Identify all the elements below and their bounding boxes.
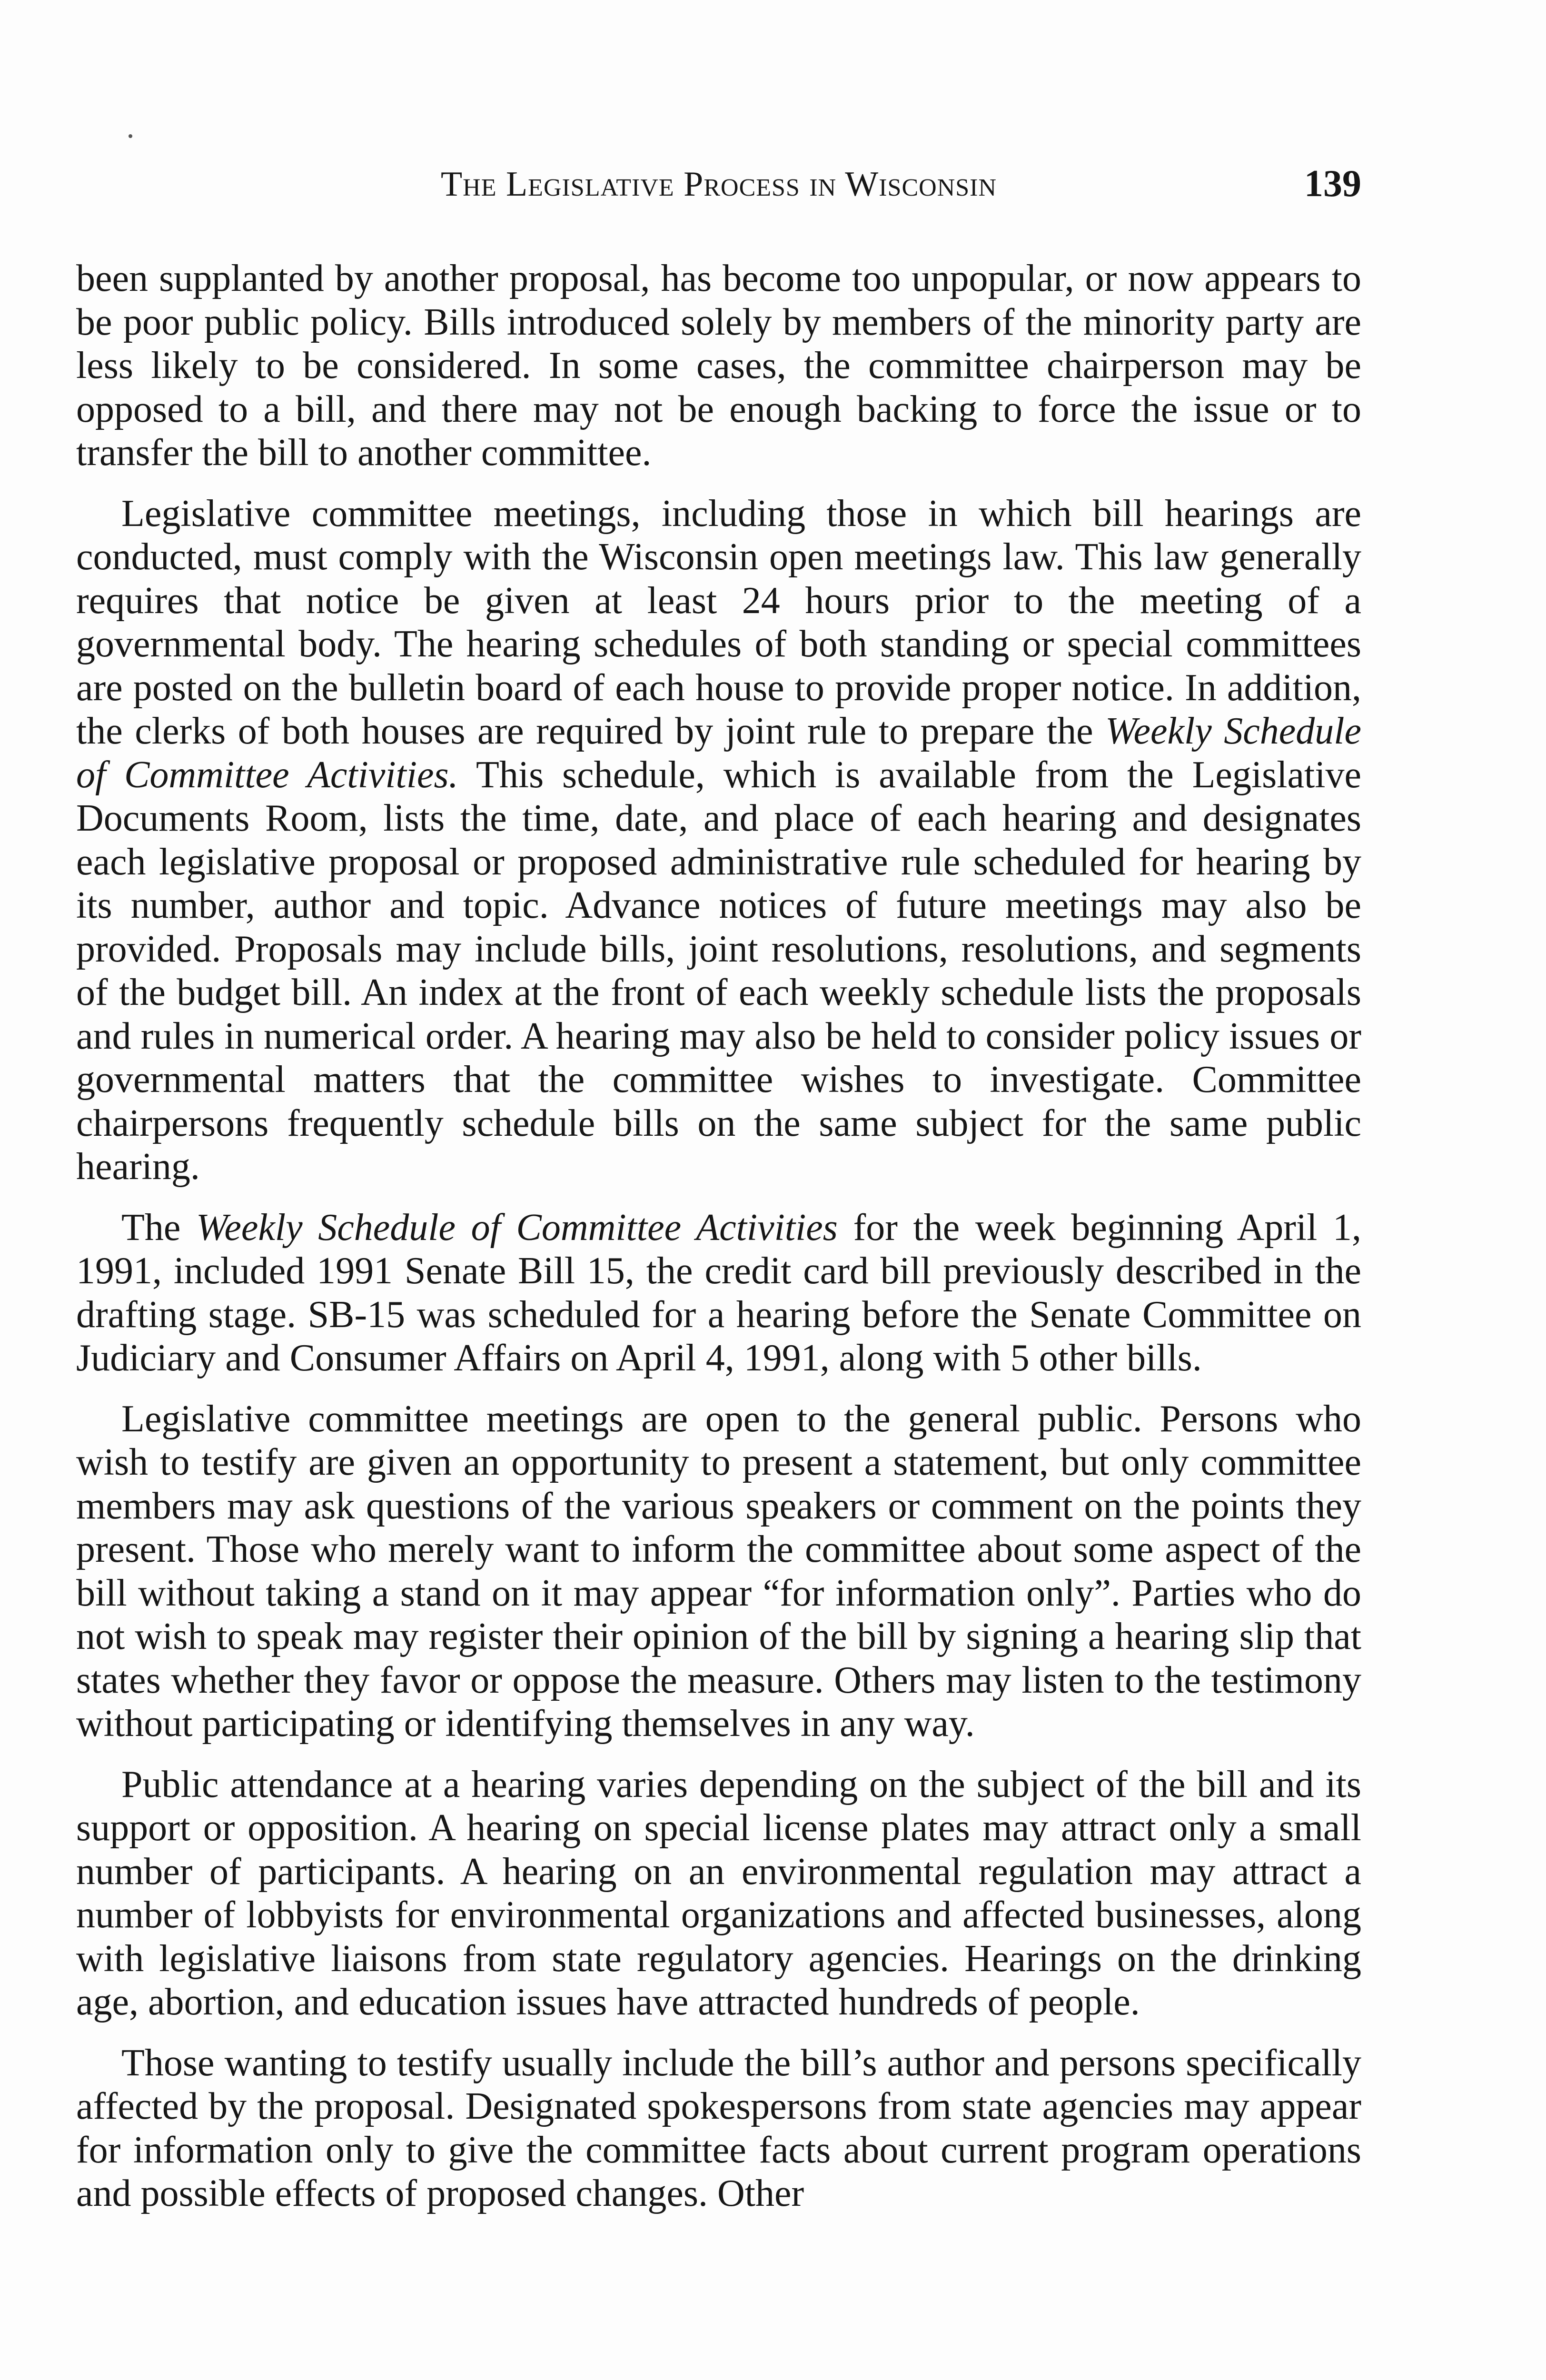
body-text (76, 257, 1361, 2233)
running-title: The Legislative Process in Wisconsin (440, 165, 997, 204)
paragraph-2-text-before: Legislative committee meetings, including those in which bill hearings are conducted, must comply with the Wisconsin open meetings law. This law generally requires that notice be given at least 24 hours prior to the meeting of a governmental body. The hearing schedules of both standing or special committees are posted on the bulletin board of each house to provide proper notice. In addition, the clerks of both houses are required by joint rule to prepare the (76, 492, 1361, 752)
paragraph-4 (76, 1398, 1361, 1746)
paragraph-4-text: Legislative committee meetings are open to the general public. Persons who wish to testify are given an opportunity to present a statement, but only committee members may ask questions of the various speakers or comment on the points they present. Those who merely want to inform the committee about some aspect of the bill without taking a stand on it may appear “for information only”. Parties who do not wish to speak may register their opinion of the bill by signing a hearing slip that states whether they favor or oppose the measure. Others may listen to the testimony without participating or identifying themselves in any way. (76, 1398, 1361, 1745)
paragraph-5 (76, 1763, 1361, 2024)
paragraph-3 (76, 1206, 1361, 1380)
page-number: 139 (1304, 163, 1361, 205)
scan-speck (129, 134, 132, 138)
paragraph-1-text: been supplanted by another proposal, has become too unpopular, or now appears to be poor public policy. Bills introduced solely by members of the minority party are less likely to be considered. In some cases, the committee chairperson may be opposed to a bill, and there may not be enough backing to force the issue or to transfer the bill to another committee. (76, 258, 1361, 474)
paragraph-2 (76, 492, 1361, 1189)
paragraph-3-italic-title: Weekly Schedule of Committee Activities (196, 1206, 838, 1249)
paragraph-2-italic-title: Weekly Schedule of Committee Activities. (76, 710, 1361, 796)
paragraph-6 (76, 2042, 1361, 2216)
paragraph-6-text: Those wanting to testify usually include the bill’s author and persons specifically affected by the proposal. Designated spokespersons from state agencies may appear for information only to give the committee facts about current program operations and possible effects of proposed changes. Other (76, 2042, 1361, 2214)
running-header (76, 157, 1361, 209)
paragraph-1 (76, 257, 1361, 475)
paragraph-3-text-after: for the week beginning April 1, 1991, included 1991 Senate Bill 15, the credit card bill previously described in the drafting stage. SB-15 was scheduled for a hearing before the Senate Committee on Judiciary and Consumer Affairs on April 4, 1991, along with 5 other bills. (76, 1206, 1362, 1379)
paragraph-2-text-after: This schedule, which is available from the Legislative Documents Room, lists the time, date, and place of each hearing and designates each legislative proposal or proposed administrative rule scheduled for hearing by its number, author and topic. Advance notices of future meetings may also be provided. Proposals may include bills, joint resolutions, resolutions, and segments of the budget bill. An index at the front of each weekly schedule lists the proposals and rules in numerical order. A hearing may also be held to consider policy issues or governmental matters that the committee wishes to investigate. Committee chairpersons frequently schedule bills on the same subject for the same public hearing. (76, 754, 1361, 1188)
paragraph-3-text-before: The (121, 1206, 197, 1249)
paragraph-5-text: Public attendance at a hearing varies depending on the subject of the bill and its support or opposition. A hearing on special license plates may attract only a small number of participants. A hearing on an environmental regulation may attract a number of lobbyists for environmental organizations and affected businesses, along with legislative liaisons from state regulatory agencies. Hearings on the drinking age, abortion, and education issues have attracted hundreds of people. (76, 1763, 1361, 2023)
